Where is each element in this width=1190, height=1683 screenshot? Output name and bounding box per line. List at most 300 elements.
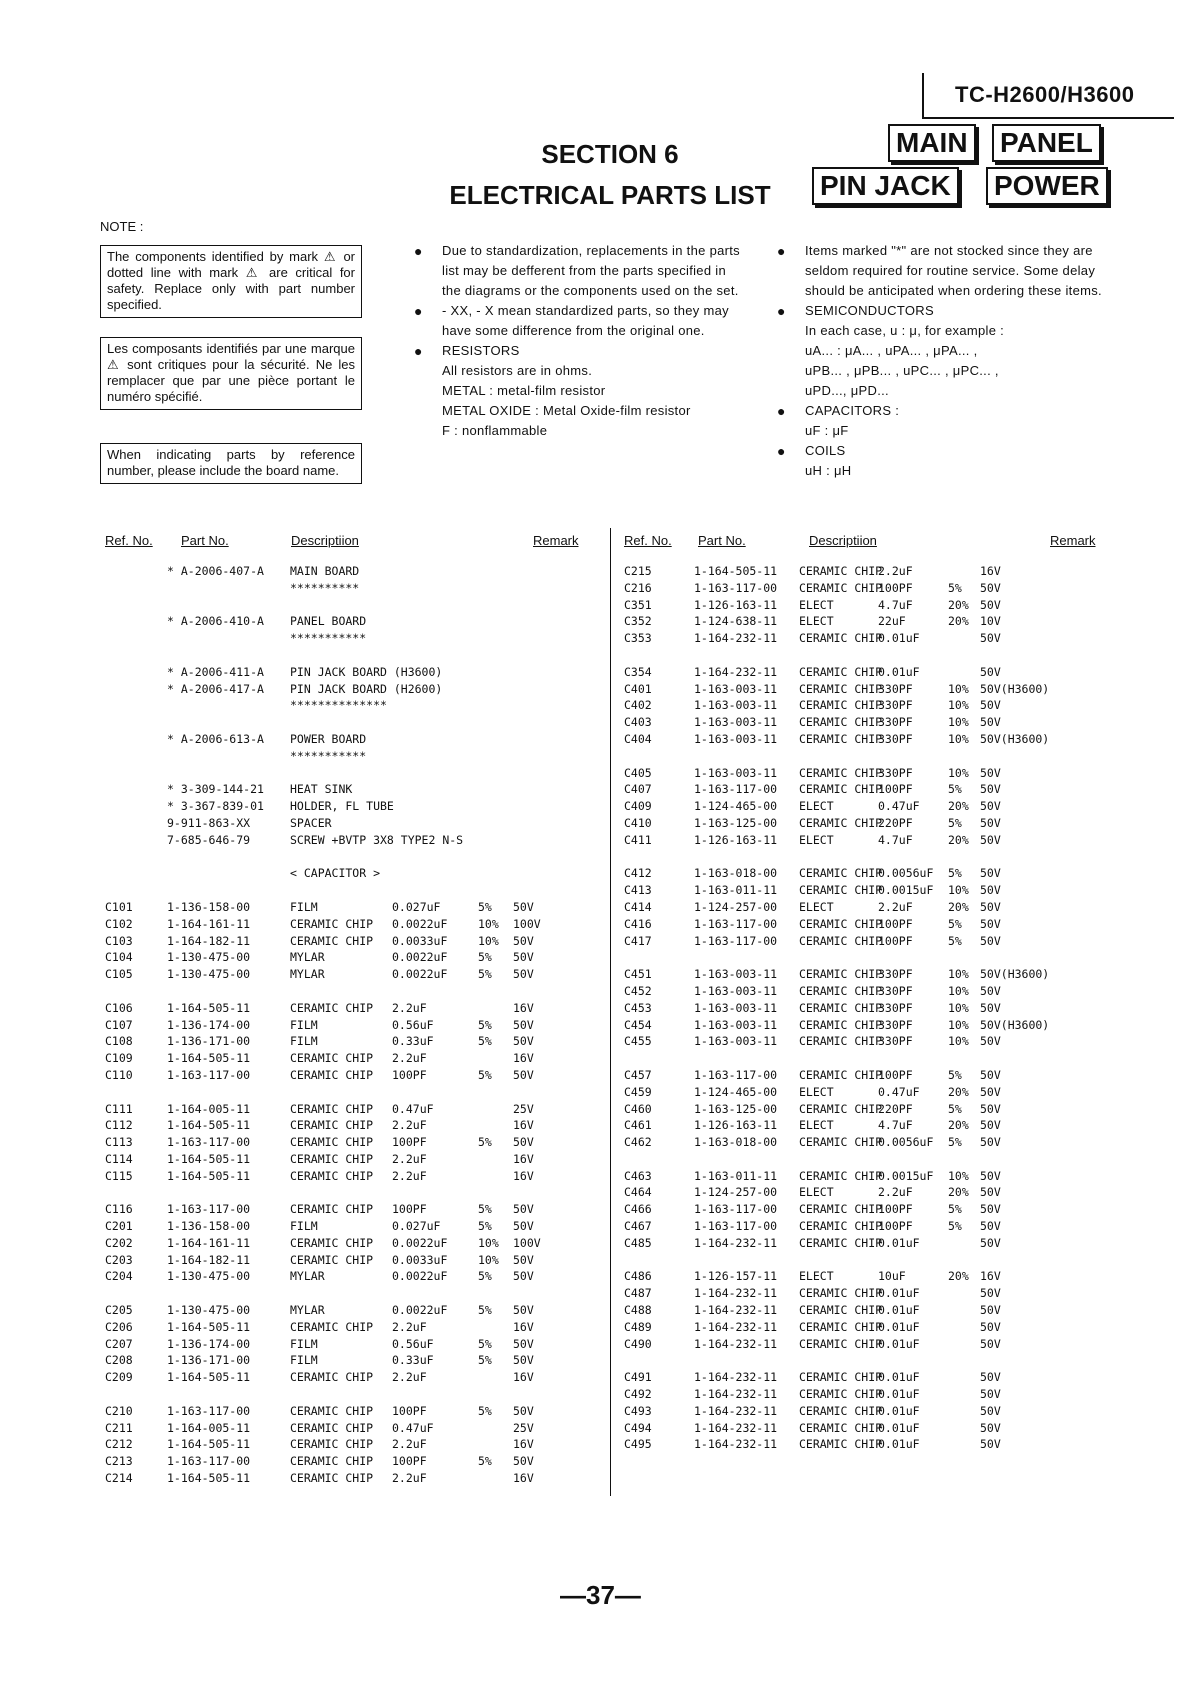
table-row (624, 1370, 1114, 1387)
tolerance-cell: 5% (478, 1454, 492, 1469)
value-cell: 0.01uF (878, 631, 920, 646)
ref-cell: C101 (105, 899, 133, 914)
left-header-ref: Ref. No. (105, 533, 153, 548)
table-row (105, 1353, 605, 1370)
desc-cell: CERAMIC CHIP (799, 1370, 883, 1385)
voltage-cell: 50V (980, 1219, 1001, 1234)
table-row (105, 1051, 605, 1068)
voltage-cell: 50V (980, 1202, 1001, 1217)
ref-cell: C114 (105, 1151, 133, 1166)
value-cell: 0.0022uF (392, 967, 448, 982)
table-row (624, 1034, 1114, 1051)
value-cell: 0.33uF (392, 1353, 434, 1368)
value-cell: 0.0056uF (878, 1135, 934, 1150)
value-cell: 0.0015uF (878, 883, 934, 898)
desc-cell: CERAMIC CHIP (799, 1202, 883, 1217)
table-row (624, 598, 1114, 615)
table-row (105, 833, 605, 850)
desc-cell: FILM (290, 1017, 318, 1032)
right-header-remark: Remark (1050, 533, 1096, 548)
voltage-cell: 50V (980, 698, 1001, 713)
ref-cell: C412 (624, 866, 652, 881)
part-cell: 1-164-232-11 (694, 1303, 778, 1318)
voltage-cell: 50V (513, 967, 534, 982)
desc-cell: FILM (290, 1219, 318, 1234)
part-cell: 1-163-003-11 (694, 681, 778, 696)
voltage-cell: 50V (513, 1067, 534, 1082)
table-row (105, 581, 605, 598)
table-row (624, 1118, 1114, 1135)
tolerance-cell: 5% (948, 933, 962, 948)
value-cell: 2.2uF (878, 1185, 913, 1200)
voltage-cell: 50V (980, 1101, 1001, 1116)
table-row (105, 698, 605, 715)
ref-cell: C454 (624, 1017, 652, 1032)
desc-cell: ELECT (799, 1084, 834, 1099)
tolerance-cell: 10% (948, 967, 969, 982)
ref-cell: C411 (624, 832, 652, 847)
part-cell: 1-164-505-11 (167, 1168, 251, 1183)
part-cell: 1-136-158-00 (167, 899, 251, 914)
table-row (105, 900, 605, 917)
desc-cell: CERAMIC CHIP (799, 1437, 883, 1452)
ref-cell: C402 (624, 698, 652, 713)
desc-cell: *********** (290, 748, 367, 763)
table-row (624, 1320, 1114, 1337)
bullet-standardized-parts: ● - XX, - X mean standardized parts, so they may have some difference from the original one. (414, 303, 729, 338)
part-cell: 1-164-232-11 (694, 1286, 778, 1301)
ref-cell: C111 (105, 1101, 133, 1116)
voltage-cell: 50V (980, 866, 1001, 881)
desc-cell: CERAMIC CHIP (799, 564, 883, 578)
voltage-cell: 50V (980, 1303, 1001, 1318)
tolerance-cell: 20% (948, 832, 969, 847)
value-cell: 0.01uF (878, 1303, 920, 1318)
parts-table-left (105, 564, 605, 1488)
part-cell: 1-164-005-11 (167, 1101, 251, 1116)
part-cell: 1-163-018-00 (694, 866, 778, 881)
tolerance-cell: 10% (948, 681, 969, 696)
table-row (105, 1068, 605, 1085)
part-cell: 1-136-171-00 (167, 1353, 251, 1368)
voltage-cell: 16V (513, 1319, 534, 1334)
table-row (105, 1018, 605, 1035)
table-row (105, 1337, 605, 1354)
ref-cell: C110 (105, 1067, 133, 1082)
table-row (624, 1337, 1114, 1354)
ref-cell: C206 (105, 1319, 133, 1334)
desc-cell: CERAMIC CHIP (799, 1101, 883, 1116)
section-heading (440, 138, 780, 211)
tolerance-cell: 10% (948, 1034, 969, 1049)
value-cell: 0.0033uF (392, 933, 448, 948)
part-cell: 1-164-232-11 (694, 664, 778, 679)
desc-cell: CERAMIC CHIP (290, 1168, 374, 1183)
ref-cell: C204 (105, 1269, 133, 1284)
voltage-cell: 50V (513, 1353, 534, 1368)
value-cell: 2.2uF (392, 1151, 427, 1166)
tolerance-cell: 5% (478, 950, 492, 965)
bullet-not-stocked: ● Items marked "*" are not stocked since they are seldom required for routine service. Some delay should be anticipated when ordering these items. (777, 243, 1102, 298)
ref-cell: C209 (105, 1370, 133, 1385)
header-rule-vertical (922, 73, 924, 119)
value-cell: 0.47uF (392, 1420, 434, 1435)
left-header-desc: Descriptiion (291, 533, 359, 548)
value-cell: 330PF (878, 1017, 913, 1032)
voltage-cell: 50V (980, 815, 1001, 830)
part-cell: * A-2006-613-A (167, 731, 264, 746)
part-cell: 1-164-505-11 (167, 1151, 251, 1166)
desc-cell: MYLAR (290, 1269, 325, 1284)
table-row (105, 1404, 605, 1421)
part-cell: 1-163-117-00 (694, 782, 778, 797)
value-cell: 0.56uF (392, 1017, 434, 1032)
tolerance-cell: 5% (948, 1202, 962, 1217)
column-divider (610, 528, 611, 1496)
tolerance-cell: 10% (478, 1252, 499, 1267)
part-cell: 1-136-171-00 (167, 1034, 251, 1049)
desc-cell: CERAMIC CHIP (290, 1471, 374, 1486)
part-cell: 1-164-182-11 (167, 933, 251, 948)
table-row (624, 866, 1114, 883)
desc-cell: CERAMIC CHIP (799, 664, 883, 679)
table-row (105, 1269, 605, 1286)
tolerance-cell: 20% (948, 1185, 969, 1200)
desc-cell: CERAMIC CHIP (290, 916, 374, 931)
desc-cell: ELECT (799, 614, 834, 629)
value-cell: 100PF (392, 1454, 427, 1469)
voltage-cell: 100V (513, 1235, 541, 1250)
tolerance-cell: 5% (478, 1303, 492, 1318)
table-row (105, 631, 605, 648)
part-cell: * A-2006-407-A (167, 564, 264, 578)
desc-cell: FILM (290, 1034, 318, 1049)
desc-cell: CERAMIC CHIP (799, 1303, 883, 1318)
note-box-reference: When indicating parts by reference number, please include the board name. (100, 443, 362, 484)
value-cell: 10uF (878, 1269, 906, 1284)
desc-cell: ************** (290, 698, 387, 713)
voltage-cell: 50V (980, 597, 1001, 612)
table-row (624, 984, 1114, 1001)
desc-cell: ELECT (799, 1269, 834, 1284)
table-row (105, 665, 605, 682)
desc-cell: CERAMIC CHIP (799, 866, 883, 881)
ref-cell: C208 (105, 1353, 133, 1368)
ref-cell: C487 (624, 1286, 652, 1301)
table-row (105, 1370, 605, 1387)
ref-cell: C105 (105, 967, 133, 982)
desc-cell: CERAMIC CHIP (290, 1118, 374, 1133)
table-row (624, 967, 1114, 984)
value-cell: 0.0022uF (392, 916, 448, 931)
value-cell: 2.2uF (392, 1168, 427, 1183)
ref-cell: C459 (624, 1084, 652, 1099)
bullet-semiconductors: ● SEMICONDUCTORS (777, 303, 934, 319)
part-cell: 1-164-232-11 (694, 1420, 778, 1435)
table-row (624, 900, 1114, 917)
table-row (105, 1219, 605, 1236)
voltage-cell: 100V (513, 916, 541, 931)
value-cell: 2.2uF (392, 1051, 427, 1066)
table-row (105, 1253, 605, 1270)
part-cell: 1-164-505-11 (167, 1319, 251, 1334)
ref-cell: C452 (624, 983, 652, 998)
ref-cell: C490 (624, 1336, 652, 1351)
voltage-cell: 16V (513, 1051, 534, 1066)
table-row (624, 833, 1114, 850)
table-row (105, 1118, 605, 1135)
part-cell: * 3-367-839-01 (167, 799, 264, 814)
desc-cell: ELECT (799, 799, 834, 814)
table-row (105, 1202, 605, 1219)
part-cell: 1-130-475-00 (167, 1303, 251, 1318)
ref-cell: C417 (624, 933, 652, 948)
desc-cell: CERAMIC CHIP (799, 580, 883, 595)
desc-cell: CERAMIC CHIP (799, 765, 883, 780)
ref-cell: C451 (624, 967, 652, 982)
voltage-cell: 16V (513, 1437, 534, 1452)
voltage-cell: 50V (513, 1034, 534, 1049)
resistors-nonflammable: F : nonflammable (442, 423, 548, 438)
value-cell: 0.01uF (878, 1319, 920, 1334)
desc-cell: CERAMIC CHIP (290, 1000, 374, 1015)
voltage-cell: 50V (980, 883, 1001, 898)
desc-cell: CERAMIC CHIP (799, 698, 883, 713)
semi-line-1: In each case, u : μ, for example : (805, 323, 1005, 338)
ref-cell: C462 (624, 1135, 652, 1150)
capacitors-unit: uF : μF (805, 423, 849, 438)
ref-cell: C214 (105, 1471, 133, 1486)
value-cell: 0.0033uF (392, 1252, 448, 1267)
bullets-right (775, 241, 1110, 481)
voltage-cell: 50V (980, 933, 1001, 948)
table-row (105, 950, 605, 967)
table-row (105, 1135, 605, 1152)
desc-cell: CERAMIC CHIP (799, 631, 883, 646)
desc-cell: SCREW +BVTP 3X8 TYPE2 N-S (290, 832, 464, 847)
tolerance-cell: 5% (948, 866, 962, 881)
desc-cell: CERAMIC CHIP (799, 731, 883, 746)
voltage-cell: 50V (513, 1454, 534, 1469)
desc-cell: < CAPACITOR > (290, 866, 381, 881)
table-row (105, 564, 605, 581)
part-cell: 1-124-465-00 (694, 1084, 778, 1099)
desc-cell: FILM (290, 899, 318, 914)
part-cell: * A-2006-410-A (167, 614, 264, 629)
right-header-ref: Ref. No. (624, 533, 672, 548)
ref-cell: C455 (624, 1034, 652, 1049)
tolerance-cell: 10% (948, 883, 969, 898)
voltage-cell: 50V(H3600) (980, 731, 1050, 746)
voltage-cell: 50V (513, 1219, 534, 1234)
tolerance-cell: 5% (478, 899, 492, 914)
tolerance-cell: 10% (948, 765, 969, 780)
desc-cell: CERAMIC CHIP (799, 1319, 883, 1334)
tolerance-cell: 20% (948, 899, 969, 914)
ref-cell: C463 (624, 1168, 652, 1183)
table-row (624, 1437, 1114, 1454)
value-cell: 2.2uF (392, 1118, 427, 1133)
value-cell: 0.0022uF (392, 1235, 448, 1250)
tolerance-cell: 5% (478, 1202, 492, 1217)
voltage-cell: 50V (980, 1000, 1001, 1015)
voltage-cell: 50V (980, 1084, 1001, 1099)
ref-cell: C413 (624, 883, 652, 898)
value-cell: 220PF (878, 1101, 913, 1116)
part-cell: 1-136-158-00 (167, 1219, 251, 1234)
part-cell: 1-163-018-00 (694, 1135, 778, 1150)
table-row (105, 1169, 605, 1186)
desc-cell: FILM (290, 1336, 318, 1351)
part-cell: 1-164-161-11 (167, 1235, 251, 1250)
value-cell: 0.33uF (392, 1034, 434, 1049)
ref-cell: C486 (624, 1269, 652, 1284)
value-cell: 0.0056uF (878, 866, 934, 881)
table-row (624, 1169, 1114, 1186)
table-row (105, 1236, 605, 1253)
voltage-cell: 50V (980, 631, 1001, 646)
desc-cell: CERAMIC CHIP (799, 1403, 883, 1418)
part-cell: * A-2006-411-A (167, 664, 264, 679)
table-row (105, 1421, 605, 1438)
voltage-cell: 50V (513, 1403, 534, 1418)
ref-cell: C211 (105, 1420, 133, 1435)
desc-cell: SPACER (290, 815, 332, 830)
right-header-desc: Descriptiion (809, 533, 877, 548)
voltage-cell: 50V (980, 1370, 1001, 1385)
voltage-cell: 16V (513, 1151, 534, 1166)
table-row (624, 1018, 1114, 1035)
part-cell: 1-163-117-00 (167, 1454, 251, 1469)
table-row (624, 631, 1114, 648)
part-cell: 1-163-117-00 (167, 1202, 251, 1217)
value-cell: 0.027uF (392, 899, 441, 914)
ref-cell: C403 (624, 715, 652, 730)
table-row (105, 866, 605, 883)
part-cell: 1-163-117-00 (694, 1219, 778, 1234)
voltage-cell: 50V (980, 832, 1001, 847)
table-row (624, 581, 1114, 598)
voltage-cell: 16V (513, 1471, 534, 1486)
value-cell: 0.0022uF (392, 950, 448, 965)
voltage-cell: 50V (513, 1017, 534, 1032)
part-cell: 1-163-117-00 (694, 580, 778, 595)
desc-cell: CERAMIC CHIP (799, 1235, 883, 1250)
desc-cell: CERAMIC CHIP (290, 1403, 374, 1418)
desc-cell: CERAMIC CHIP (290, 1370, 374, 1385)
voltage-cell: 50V (980, 1319, 1001, 1334)
value-cell: 2.2uF (392, 1471, 427, 1486)
desc-cell: CERAMIC CHIP (799, 1000, 883, 1015)
ref-cell: C467 (624, 1219, 652, 1234)
right-header-part: Part No. (698, 533, 746, 548)
voltage-cell: 16V (513, 1000, 534, 1015)
part-cell: 1-163-117-00 (694, 1067, 778, 1082)
tag-main: MAIN (888, 124, 976, 162)
tolerance-cell: 20% (948, 614, 969, 629)
voltage-cell: 50V (980, 580, 1001, 595)
desc-cell: CERAMIC CHIP (290, 1101, 374, 1116)
desc-cell: HOLDER, FL TUBE (290, 799, 394, 814)
voltage-cell: 10V (980, 614, 1001, 629)
value-cell: 330PF (878, 983, 913, 998)
ref-cell: C466 (624, 1202, 652, 1217)
value-cell: 100PF (878, 1219, 913, 1234)
value-cell: 330PF (878, 1000, 913, 1015)
desc-cell: MYLAR (290, 1303, 325, 1318)
voltage-cell: 50V (980, 1135, 1001, 1150)
tolerance-cell: 5% (478, 1135, 492, 1150)
desc-cell: CERAMIC CHIP (290, 1067, 374, 1082)
value-cell: 0.01uF (878, 664, 920, 679)
part-cell: 1-163-003-11 (694, 715, 778, 730)
tolerance-cell: 10% (478, 933, 499, 948)
voltage-cell: 50V (980, 916, 1001, 931)
tolerance-cell: 10% (478, 916, 499, 931)
tolerance-cell: 10% (948, 715, 969, 730)
voltage-cell: 16V (513, 1118, 534, 1133)
value-cell: 2.2uF (392, 1437, 427, 1452)
value-cell: 0.47uF (878, 799, 920, 814)
bullet-coils: ● COILS (777, 443, 846, 459)
part-cell: 1-130-475-00 (167, 950, 251, 965)
table-row (624, 883, 1114, 900)
value-cell: 100PF (878, 1067, 913, 1082)
voltage-cell: 50V (513, 933, 534, 948)
table-row (624, 1303, 1114, 1320)
value-cell: 2.2uF (878, 564, 913, 578)
note-label: NOTE : (100, 219, 144, 234)
table-row (105, 1471, 605, 1488)
part-cell: 1-164-005-11 (167, 1420, 251, 1435)
value-cell: 0.56uF (392, 1336, 434, 1351)
part-cell: 1-163-003-11 (694, 698, 778, 713)
tolerance-cell: 20% (948, 799, 969, 814)
tag-power: POWER (986, 167, 1108, 205)
ref-cell: C495 (624, 1437, 652, 1452)
desc-cell: CERAMIC CHIP (290, 1151, 374, 1166)
value-cell: 100PF (392, 1403, 427, 1418)
table-row (624, 799, 1114, 816)
value-cell: 2.2uF (392, 1000, 427, 1015)
ref-cell: C461 (624, 1118, 652, 1133)
table-row (105, 614, 605, 631)
value-cell: 0.01uF (878, 1235, 920, 1250)
voltage-cell: 50V (980, 1185, 1001, 1200)
voltage-cell: 50V (513, 1252, 534, 1267)
part-cell: 1-136-174-00 (167, 1336, 251, 1351)
voltage-cell: 50V (980, 1235, 1001, 1250)
table-row (624, 614, 1114, 631)
tolerance-cell: 20% (948, 597, 969, 612)
part-cell: 1-126-163-11 (694, 832, 778, 847)
value-cell: 0.01uF (878, 1420, 920, 1435)
tolerance-cell: 10% (948, 1017, 969, 1032)
ref-cell: C102 (105, 916, 133, 931)
ref-cell: C106 (105, 1000, 133, 1015)
voltage-cell: 50V (513, 1336, 534, 1351)
part-cell: 1-124-465-00 (694, 799, 778, 814)
voltage-cell: 50V (980, 1420, 1001, 1435)
part-cell: 1-164-505-11 (694, 564, 778, 578)
desc-cell: FILM (290, 1353, 318, 1368)
part-cell: 1-164-232-11 (694, 631, 778, 646)
tolerance-cell: 10% (948, 731, 969, 746)
note-box-safety-en: The components identified by mark ⚠ or dotted line with mark ⚠ are critical for safety. Replace only with part number specified. (100, 245, 362, 318)
value-cell: 0.01uF (878, 1403, 920, 1418)
voltage-cell: 50V(H3600) (980, 681, 1050, 696)
value-cell: 330PF (878, 967, 913, 982)
